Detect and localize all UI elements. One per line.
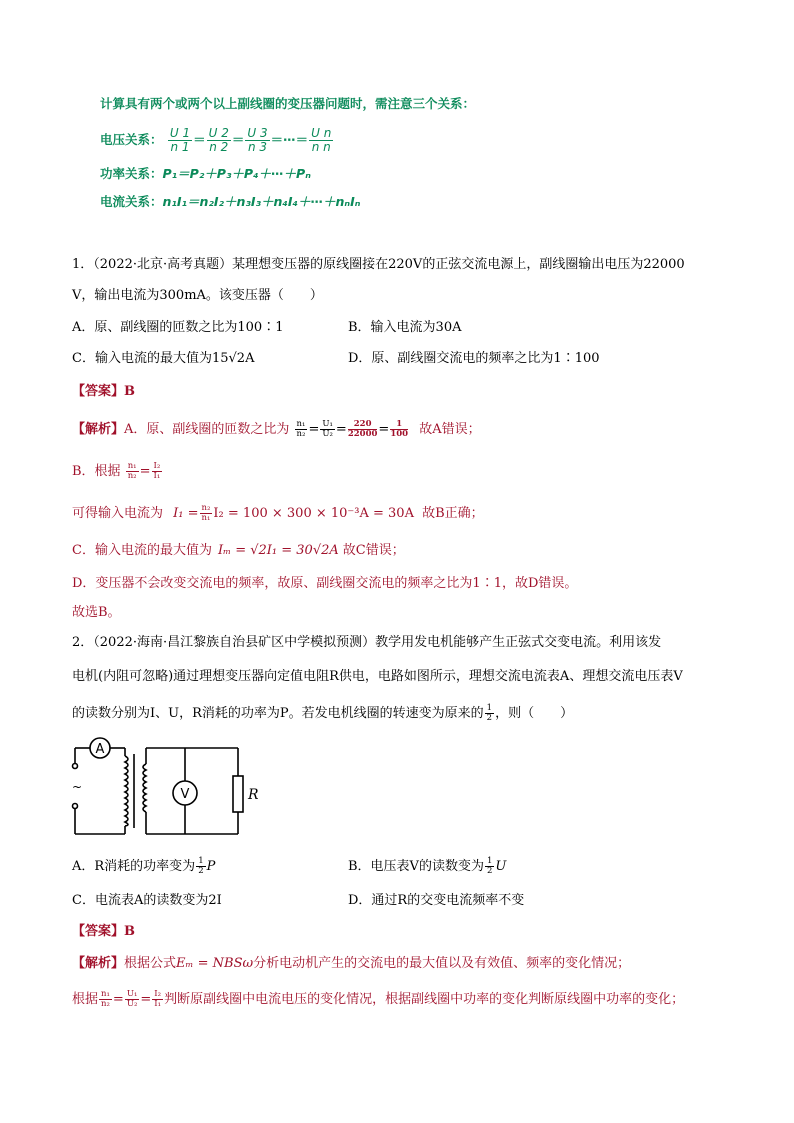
q1-option-a: A．原、副线圈的匝数之比为100∶1	[72, 320, 284, 335]
voltage-relation	[100, 120, 334, 160]
fraction: $\frac{1}{2}$	[486, 703, 493, 723]
q1-analysis-d: D．变压器不会改变交流电的频率，故原、副线圈交流电的频率之比为1∶1，故D错误。	[72, 576, 578, 591]
resistor-symbol	[233, 776, 243, 812]
voltage-term-2: $\frac{U 2}{n 2}$	[208, 126, 229, 154]
current-relation	[100, 192, 360, 212]
resistor-label: R	[248, 787, 259, 803]
q2-option-c: C．电流表A的读数变为2I	[72, 893, 222, 908]
q2-answer-value: B	[124, 924, 136, 939]
intro-heading: 计算具有两个或两个以上副线圈的变压器问题时，需注意三个关系：	[100, 96, 476, 111]
q2-analysis-line2: 根据 $\frac{\text{n₁}}{\text{n₂}}$ = $\frac{\text{U₁}}{\text{U₂}}$ = $\frac{\text{I₂}}{\text{I₁}}$ 判断原副线圈中电流电压的变化情况，根据副线圈中功率的变化判断原线圈中功率的变化；	[72, 989, 685, 1009]
q2-option-d: D．通过R的交变电流频率不变	[348, 893, 525, 908]
fraction: $\frac{\text{U₁}}{\text{U₂}}$	[126, 989, 138, 1009]
equals-sign: ＝	[193, 132, 206, 147]
q1-option-d: D．原、副线圈交流电的频率之比为1∶100	[348, 351, 600, 366]
q1-answer: 【答案】B	[72, 384, 136, 399]
q1-option-b: B．输入电流为30A	[348, 320, 462, 335]
terminal-bottom	[73, 804, 78, 809]
q1-analysis-c: C．输入电流的最大值为 Iₘ = √2I₁ = 30√2A 故C错误；	[72, 543, 405, 558]
q2-stem-line1: 2．（2022·海南·昌江黎族自治县矿区中学模拟预测）教学用发电机能够产生正弦式交变电流。利用该发	[72, 635, 662, 650]
voltage-term-1: $\frac{U 1}{n 1}$	[169, 126, 191, 154]
fraction: $\frac{\text{n₂}}{\text{n₁}}$	[201, 503, 211, 523]
fraction: $\frac{\text{I₂}}{\text{I₁}}$	[154, 989, 162, 1009]
q2-option-b: B．电压表V的读数变为 $\frac{1}{2}$ U	[348, 856, 507, 876]
fraction: $\frac{\text{I₂}}{\text{I₁}}$	[153, 461, 161, 481]
q1-conclusion: 故选B。	[72, 605, 121, 620]
q2-stem-line2: 电机(内阻可忽略)通过理想变压器向定值电阻R供电，电路如图所示，理想交流电流表A、理想交流电压表V	[72, 669, 683, 684]
primary-coil	[125, 756, 128, 826]
fraction: $\frac{1}{2}$	[198, 856, 204, 876]
power-formula: P₁＝P₂＋P₃＋P₄＋⋯＋Pₙ	[162, 166, 311, 181]
voltage-term-n: $\frac{\text{U n}}{\text{n n}}$	[311, 126, 332, 154]
q1-option-c: C．输入电流的最大值为15√2A	[72, 351, 255, 366]
fraction: $\frac{\text{n₁}}{\text{n₂}}$	[127, 461, 137, 481]
secondary-coil	[143, 764, 146, 812]
equals-sign: ＝	[231, 132, 245, 147]
fraction: $\frac{1}{100}$	[390, 419, 409, 439]
q1-stem-line1: 1．（2022·北京·高考真题）某理想变压器的原线圈接在220V的正弦交流电源上，副线圈输出电压为22000	[72, 257, 685, 272]
power-label: 功率关系：	[100, 166, 163, 181]
fraction: $\frac{\text{n₁}}{\text{n₂}}$	[101, 989, 110, 1009]
q1-analysis-b2: 可得输入电流为 I₁ = $\frac{\text{n₂}}{\text{n₁}}$ I₂ = 100 × 300 × 10⁻³A = 30A 故B正确；	[72, 503, 484, 523]
fraction: $\frac{\text{n₁}}{\text{n₂}}$	[296, 419, 306, 439]
q1-analysis-a: 【解析】A．原、副线圈的匝数之比为 $\frac{\text{n₁}}{\text{n₂}}$ = $\frac{\text{U₁}}{\text{U₂}}$ = $\frac{220}{22000}$ = $\frac{1}{100}$ 故A错误；	[72, 419, 481, 439]
voltmeter-label: V	[180, 787, 190, 802]
terminal-top	[73, 764, 78, 769]
voltage-label: 电压关系：	[100, 132, 163, 147]
fraction: $\frac{\text{U₁}}{\text{U₂}}$	[322, 419, 333, 439]
q1-stem-line2: V，输出电流为300mA。该变压器（ ）	[72, 288, 323, 303]
q2-option-a: A．R消耗的功率变为 $\frac{1}{2}$ P	[72, 856, 216, 876]
q2-stem-line3: 的读数分别为I、U，R消耗的功率为P。若发电机线圈的转速变为原来的 $\frac{1}{2}$ ，则（ ）	[72, 703, 574, 723]
fraction: $\frac{220}{22000}$	[347, 419, 378, 439]
q2-analysis-line1: 【解析】根据公式Eₘ = NBSω分析电动机产生的交流电的最大值以及有效值、频率的变化情况；	[72, 956, 631, 971]
q2-answer: 【答案】B	[72, 924, 136, 939]
fraction: $\frac{1}{2}$	[486, 856, 493, 876]
current-formula: n₁I₁＝n₂I₂＋n₃I₃＋n₄I₄＋⋯＋nₙIₙ	[162, 194, 361, 209]
current-label: 电流关系：	[100, 194, 163, 209]
power-relation	[100, 164, 311, 184]
ellipsis-equals: ＝⋯＝	[270, 132, 309, 147]
ammeter-label: A	[95, 742, 105, 757]
voltage-term-3: $\frac{U 3}{n 3}$	[247, 126, 268, 154]
q1-analysis-b: B．根据 $\frac{\text{n₁}}{\text{n₂}}$ = $\frac{\text{I₂}}{\text{I₁}}$	[72, 461, 161, 481]
circuit-diagram	[70, 736, 260, 842]
q1-answer-value: B	[124, 384, 136, 399]
ac-source-label: ~	[72, 780, 83, 794]
